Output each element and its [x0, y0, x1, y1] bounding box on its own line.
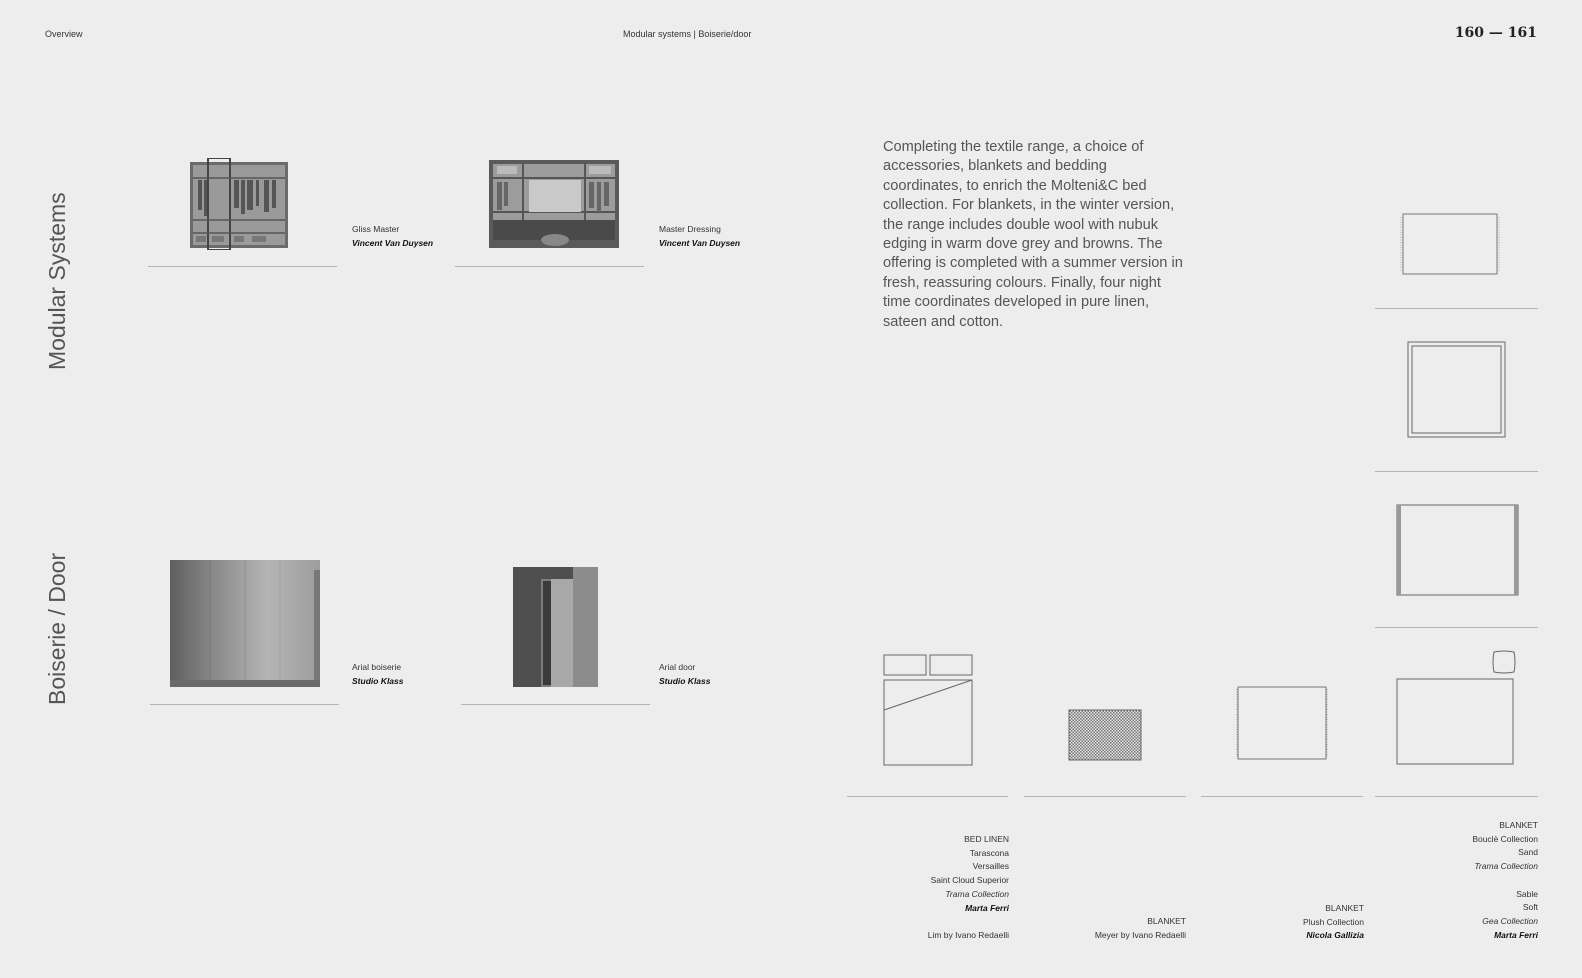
caption-blanket-boucle: [1390, 819, 1538, 942]
rule-arial-door: [461, 704, 650, 705]
bed-linen-drawing: [883, 654, 973, 766]
blanket-rect-drawing: [1396, 504, 1519, 596]
intro-paragraph: Completing the textile range, a choice of accessories, blankets and bedding coordinates, to enrich the Molteni&C bed collection. For blankets, in the winter version, the range includes double wool with nubuk edging in warm dove grey and browns. The offering is completed with a summer version in fresh, reassuring colours. Finally, four night time coordinates developed in pure linen, sateen and cotton.: [883, 139, 1183, 330]
caption-gliss-master: [352, 222, 433, 250]
product-author: Studio Klass: [352, 676, 404, 686]
blanket-meyer-drawing: [1068, 709, 1142, 761]
header-overview: Overview: [45, 29, 83, 39]
rule-right-3: [1375, 627, 1538, 628]
item-collection: Trama Collection: [945, 888, 1009, 899]
item-type: BLANKET: [1325, 903, 1364, 913]
gliss-master-image: [190, 158, 290, 250]
product-name: Arial door: [659, 662, 696, 672]
blanket-fringe-drawing: [1400, 213, 1500, 277]
rule-right-2: [1375, 471, 1538, 472]
rule-right-1: [1375, 308, 1538, 309]
arial-door-image: [513, 567, 598, 687]
product-name: Master Dressing: [659, 224, 721, 234]
item-author: Nicola Gallizia: [1306, 930, 1364, 941]
rule-arial-boiserie: [150, 704, 339, 705]
item-name: Sand: [1518, 847, 1538, 858]
item-collection: Gea Collection: [1482, 915, 1538, 926]
master-dressing-image: [489, 160, 619, 248]
blanket-boucle-drawing: [1396, 650, 1518, 766]
item-name: Plush Collection: [1303, 916, 1364, 927]
section-title-modular: Modular Systems: [44, 192, 70, 370]
blanket-plush-drawing: [1236, 686, 1328, 760]
caption-master-dressing: [659, 222, 740, 250]
product-author: Vincent Van Duysen: [659, 238, 741, 248]
item-name: Versailles: [972, 861, 1009, 872]
item-name: Meyer by Ivano Redaelli: [1094, 929, 1186, 940]
product-author: Studio Klass: [659, 676, 711, 686]
item-type: BLANKET: [1147, 916, 1186, 926]
item-name: Soft: [1522, 902, 1538, 913]
item-author: Marta Ferri: [965, 902, 1009, 913]
item-type: BED LINEN: [964, 834, 1009, 844]
product-name: Gliss Master: [352, 224, 400, 234]
arial-boiserie-image: [170, 560, 320, 687]
item-name: Tarascona: [969, 847, 1009, 858]
rule-blanket-meyer: [1024, 796, 1186, 797]
caption-blanket-meyer: [1040, 915, 1186, 942]
item-type: BLANKET: [1499, 820, 1538, 830]
section-title-boiserie: Boiserie / Door: [44, 552, 70, 705]
rule-bed-linen: [847, 796, 1008, 797]
item-name: Saint Cloud Superior: [930, 875, 1009, 886]
caption-arial-boiserie: [352, 660, 403, 688]
item-name: Sable: [1516, 888, 1538, 899]
item-author: Marta Ferri: [1494, 929, 1538, 940]
rule-blanket-boucle: [1375, 796, 1538, 797]
caption-blanket-plush: [1220, 902, 1364, 943]
product-author: Vincent Van Duysen: [352, 238, 434, 248]
blanket-square-drawing: [1407, 341, 1507, 439]
page-numbers: 160 — 161: [1454, 25, 1537, 41]
rule-gliss-master: [148, 266, 337, 267]
item-extra: Lim by Ivano Redaelli: [927, 929, 1009, 940]
header-section: Modular systems | Boiserie/door: [623, 29, 752, 39]
item-collection: Trama Collection: [1474, 861, 1538, 872]
rule-blanket-plush: [1201, 796, 1363, 797]
rule-master-dressing: [455, 266, 644, 267]
product-name: Arial boiserie: [352, 662, 402, 672]
caption-arial-door: [659, 660, 710, 688]
item-name: Bouclè Collection: [1472, 833, 1538, 844]
caption-bed-linen: [880, 833, 1009, 943]
